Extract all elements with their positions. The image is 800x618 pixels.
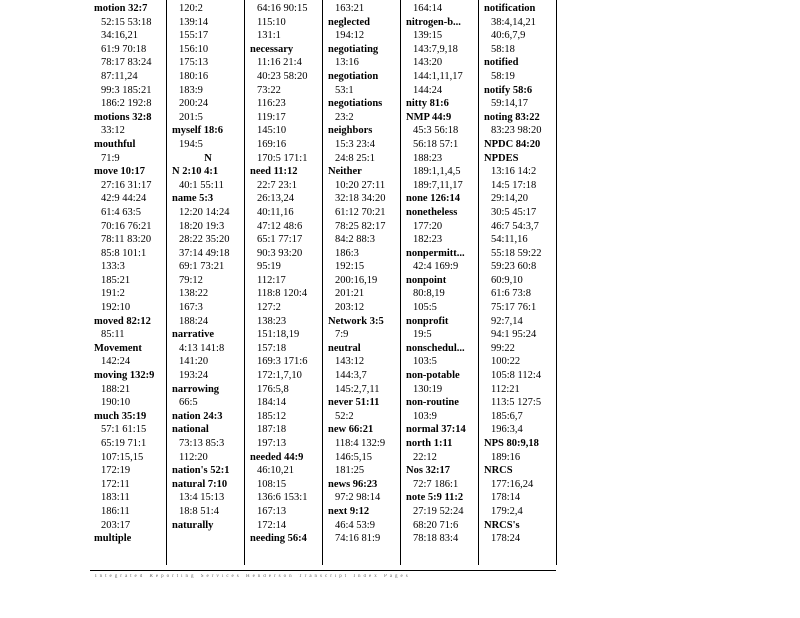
- index-term: negotiating: [328, 43, 379, 55]
- page-reference: 189:7,11,17: [413, 179, 463, 191]
- page-reference: 42:9 44:24: [101, 193, 147, 205]
- page-reference: 187:18: [257, 424, 287, 436]
- page-reference: 4:13 141:8: [179, 342, 225, 354]
- page-reference: 130:19: [413, 383, 443, 395]
- page-reference: 178:14: [491, 492, 521, 504]
- page-reference: 144:1,11,17: [413, 70, 463, 82]
- page-reference: 155:17: [179, 30, 209, 42]
- page-reference: 177:20: [413, 220, 443, 232]
- page-reference: 189:1,1,4,5: [413, 166, 461, 178]
- page-reference: 78:18 83:4: [413, 533, 459, 545]
- page-reference: 191:2: [101, 288, 125, 300]
- index-term: NPDC 84:20: [484, 138, 541, 150]
- page-reference: 33:12: [101, 125, 125, 137]
- page-reference: 183:11: [101, 492, 130, 504]
- index-term: narrowing: [172, 383, 220, 395]
- page-reference: 203:12: [335, 302, 365, 314]
- page-reference: 92:7,14: [491, 315, 523, 327]
- page-reference: 11:16 21:4: [257, 57, 302, 69]
- index-term: normal 37:14: [406, 424, 466, 436]
- index-term: national: [172, 424, 209, 436]
- page-reference: 45:3 56:18: [413, 125, 459, 137]
- page-reference: 53:1: [335, 84, 354, 96]
- index-term: Network 3:5: [328, 315, 384, 327]
- index-term: nonprofit: [406, 315, 449, 327]
- page-reference: 78:11 83:20: [101, 234, 152, 246]
- page-reference: 72:7 186:1: [413, 478, 459, 490]
- index-term: Neither: [328, 166, 362, 178]
- page-reference: 151:18,19: [257, 329, 300, 341]
- page-reference: 40:6,7,9: [491, 30, 526, 42]
- index-term: move 10:17: [94, 166, 146, 178]
- column-divider: [244, 0, 245, 565]
- page-reference: 103:5: [413, 356, 437, 368]
- page-reference: 192:10: [101, 302, 131, 314]
- page-reference: 29:14,20: [491, 193, 529, 205]
- page-reference: 40:23 58:20: [257, 70, 308, 82]
- page-reference: 55:18 59:22: [491, 247, 542, 259]
- index-term: notification: [484, 3, 536, 14]
- page-reference: 145:10: [257, 125, 287, 137]
- page-reference: 188:21: [101, 383, 131, 395]
- page-reference: 143:12: [335, 356, 365, 368]
- column-divider: [322, 0, 323, 565]
- page-reference: 190:10: [101, 397, 131, 409]
- page-reference: 139:14: [179, 16, 209, 28]
- page-reference: 24:8 25:1: [335, 152, 375, 164]
- page-bottom-rule: [90, 570, 556, 571]
- index-term: note 5:9 11:2: [406, 492, 464, 504]
- page-footer: Integrated Reporting Services Henderson Transcript Index Pages: [95, 574, 411, 579]
- page-reference: 127:2: [257, 302, 281, 314]
- page-reference: 172:14: [257, 519, 287, 531]
- column-divider: [478, 0, 479, 565]
- index-term: nitty 81:6: [406, 98, 449, 110]
- page-reference: 95:19: [257, 261, 281, 273]
- section-letter: N: [204, 152, 212, 164]
- page-reference: 177:16,24: [491, 478, 534, 490]
- index-term: nonetheless: [406, 206, 458, 218]
- index-column-1: [94, 2, 166, 546]
- page-reference: 193:24: [179, 370, 209, 382]
- index-term: news 96:23: [328, 478, 378, 490]
- page-reference: 194:12: [335, 30, 365, 42]
- page-reference: 52:2: [335, 410, 354, 422]
- page-reference: 10:20 27:11: [335, 179, 386, 191]
- page-reference: 181:25: [335, 465, 365, 477]
- page-reference: 107:15,15: [101, 451, 144, 463]
- index-term: needed 44:9: [250, 451, 304, 463]
- page-reference: 184:14: [257, 397, 287, 409]
- page-reference: 66:5: [179, 397, 198, 409]
- page-reference: 47:12 48:6: [257, 220, 303, 232]
- index-term: narrative: [172, 329, 214, 341]
- page-reference: 203:17: [101, 519, 131, 531]
- page-reference: 71:9: [101, 152, 120, 164]
- page-reference: 105:8 112:4: [491, 370, 542, 382]
- page-reference: 22:7 23:1: [257, 179, 297, 191]
- page-reference: 99:3 185:21: [101, 84, 152, 96]
- page-right-edge: [556, 0, 557, 565]
- page-reference: 84:2 88:3: [335, 234, 375, 246]
- page-reference: 99:22: [491, 342, 515, 354]
- page-reference: 113:5 127:5: [491, 397, 542, 409]
- page-reference: 172:19: [101, 465, 131, 477]
- page-reference: 180:16: [179, 70, 209, 82]
- page-reference: 185:6,7: [491, 410, 523, 422]
- index-column-6: [484, 2, 556, 546]
- page-reference: 73:22: [257, 84, 281, 96]
- page-reference: 178:24: [491, 533, 521, 545]
- page-reference: 170:5 171:1: [257, 152, 308, 164]
- page-reference: 54:11,16: [491, 234, 528, 246]
- page-reference: 60:9,10: [491, 274, 523, 286]
- page-reference: 156:10: [179, 43, 209, 55]
- index-term: nonpoint: [406, 274, 447, 286]
- index-term: non-routine: [406, 397, 459, 409]
- index-column-2: [172, 2, 244, 532]
- page-reference: 167:3: [179, 302, 203, 314]
- page-reference: 146:5,15: [335, 451, 373, 463]
- index-term: never 51:11: [328, 397, 380, 409]
- index-term: NPS 80:9,18: [484, 438, 539, 449]
- page-reference: 30:5 45:17: [491, 206, 537, 218]
- page-reference: 61:9 70:18: [101, 43, 147, 55]
- page-reference: 15:3 23:4: [335, 138, 375, 150]
- page-reference: 145:2,7,11: [335, 383, 380, 395]
- index-term: much 35:19: [94, 410, 147, 422]
- page-reference: 112:20: [179, 451, 208, 463]
- index-term: Nos 32:17: [406, 465, 451, 477]
- index-term: naturally: [172, 519, 214, 531]
- page-reference: 18:20 19:3: [179, 220, 225, 232]
- page-reference: 52:15 53:18: [101, 16, 152, 28]
- page-reference: 87:11,24: [101, 70, 138, 82]
- index-term: NRCS: [484, 465, 513, 477]
- page-reference: 186:2 192:8: [101, 98, 152, 110]
- page-reference: 100:22: [491, 356, 521, 368]
- index-term: NRCS's: [484, 519, 520, 531]
- page-reference: 94:1 95:24: [491, 329, 537, 341]
- page-reference: 186:3: [335, 247, 359, 259]
- page-reference: 40:11,16: [257, 206, 294, 218]
- page-reference: 119:17: [257, 111, 286, 123]
- page-reference: 131:1: [257, 30, 281, 42]
- page-reference: 59:14,17: [491, 98, 529, 110]
- index-column-5: [406, 2, 478, 546]
- page-reference: 176:5,8: [257, 383, 289, 395]
- index-term: necessary: [250, 43, 294, 55]
- page-reference: 28:22 35:20: [179, 234, 230, 246]
- index-term: new 66:21: [328, 424, 374, 436]
- index-term: myself 18:6: [172, 125, 224, 137]
- column-divider: [400, 0, 401, 565]
- page-reference: 185:21: [101, 274, 131, 286]
- index-column-3: [250, 2, 322, 546]
- page-reference: 42:4 169:9: [413, 261, 459, 273]
- page-reference: 164:14: [413, 3, 443, 14]
- index-term: need 11:12: [250, 166, 298, 178]
- page-reference: 61:12 70:21: [335, 206, 386, 218]
- index-term: none 126:14: [406, 193, 460, 205]
- page-reference: 116:23: [257, 98, 286, 110]
- page-reference: 78:17 83:24: [101, 57, 152, 69]
- index-term: natural 7:10: [172, 478, 228, 490]
- page-reference: 188:24: [179, 315, 209, 327]
- index-term: NMP 44:9: [406, 111, 452, 123]
- index-term: moving 132:9: [94, 370, 155, 382]
- page-reference: 70:16 76:21: [101, 220, 152, 232]
- index-term: neighbors: [328, 125, 373, 137]
- page-reference: 179:2,4: [491, 505, 523, 517]
- page-reference: 59:23 60:8: [491, 261, 537, 273]
- index-term: next 9:12: [328, 505, 370, 517]
- page-reference: 23:2: [335, 111, 354, 123]
- page-reference: 169:16: [257, 138, 287, 150]
- page-reference: 56:18 57:1: [413, 138, 459, 150]
- page-reference: 74:16 81:9: [335, 533, 381, 545]
- page-reference: 85:8 101:1: [101, 247, 147, 259]
- page-reference: 192:15: [335, 261, 365, 273]
- page-reference: 194:5: [179, 138, 203, 150]
- page-reference: 58:18: [491, 43, 515, 55]
- page-reference: 61:6 73:8: [491, 288, 531, 300]
- page-reference: 13:16 14:2: [491, 166, 537, 178]
- page-reference: 13:16: [335, 57, 359, 69]
- page-reference: 46:7 54:3,7: [491, 220, 539, 232]
- page-reference: 201:21: [335, 288, 365, 300]
- index-term: needing 56:4: [250, 533, 307, 545]
- page-reference: 46:4 53:9: [335, 519, 375, 531]
- page-reference: 189:16: [491, 451, 521, 463]
- index-term: N 2:10 4:1: [172, 166, 219, 178]
- page-reference: 138:22: [179, 288, 209, 300]
- page-reference: 58:19: [491, 70, 515, 82]
- index-term: notify 58:6: [484, 84, 533, 96]
- page-reference: 75:17 76:1: [491, 302, 537, 314]
- index-term: motions 32:8: [94, 111, 152, 123]
- index-term: north 1:11: [406, 438, 453, 449]
- page-reference: 120:2: [179, 3, 203, 14]
- page-reference: 142:24: [101, 356, 131, 368]
- page-reference: 90:3 93:20: [257, 247, 303, 259]
- page-reference: 196:3,4: [491, 424, 523, 436]
- page-reference: 118:8 120:4: [257, 288, 308, 300]
- page-reference: 38:4,14,21: [491, 16, 536, 28]
- column-divider: [166, 0, 167, 565]
- index-term: non-potable: [406, 370, 460, 382]
- page-reference: 105:5: [413, 302, 437, 314]
- index-term: negotiations: [328, 98, 383, 110]
- page-reference: 97:2 98:14: [335, 492, 381, 504]
- page-reference: 112:21: [491, 383, 520, 395]
- index-term: name 5:3: [172, 193, 214, 205]
- page-reference: 103:9: [413, 410, 437, 422]
- index-term: NPDES: [484, 152, 519, 164]
- page-reference: 138:23: [257, 315, 287, 327]
- index-term: nitrogen-b...: [406, 16, 461, 28]
- page-reference: 14:5 17:18: [491, 179, 537, 191]
- index-term: notified: [484, 57, 519, 69]
- page-reference: 185:12: [257, 410, 287, 422]
- page-reference: 200:16,19: [335, 274, 378, 286]
- page-reference: 139:15: [413, 30, 443, 42]
- page-reference: 143:20: [413, 57, 443, 69]
- index-term: nonpermitt...: [406, 247, 465, 259]
- index-term: Movement: [94, 342, 142, 354]
- page-reference: 40:1 55:11: [179, 179, 224, 191]
- page-reference: 83:23 98:20: [491, 125, 542, 137]
- page-reference: 112:17: [257, 274, 286, 286]
- page-reference: 186:11: [101, 505, 130, 517]
- page-reference: 37:14 49:18: [179, 247, 230, 259]
- page-reference: 183:9: [179, 84, 203, 96]
- page-reference: 136:6 153:1: [257, 492, 308, 504]
- page-reference: 157:18: [257, 342, 287, 354]
- page-reference: 169:3 171:6: [257, 356, 308, 368]
- index-column-4: [328, 2, 400, 546]
- index-term: nation's 52:1: [172, 465, 230, 477]
- page-reference: 188:23: [413, 152, 443, 164]
- page-reference: 27:19 52:24: [413, 505, 464, 517]
- page-reference: 182:23: [413, 234, 443, 246]
- page-reference: 46:10,21: [257, 465, 295, 477]
- page-reference: 65:19 71:1: [101, 438, 147, 449]
- index-term: multiple: [94, 533, 132, 545]
- index-term: moved 82:12: [94, 315, 151, 327]
- page-reference: 78:25 82:17: [335, 220, 386, 232]
- page-reference: 167:13: [257, 505, 287, 517]
- page-reference: 32:18 34:20: [335, 193, 386, 205]
- page-reference: 118:4 132:9: [335, 438, 386, 449]
- page-reference: 143:7,9,18: [413, 43, 458, 55]
- page-reference: 108:15: [257, 478, 287, 490]
- page-reference: 69:1 73:21: [179, 261, 225, 273]
- page-reference: 133:3: [101, 261, 125, 273]
- page-reference: 175:13: [179, 57, 209, 69]
- index-term: nation 24:3: [172, 410, 223, 422]
- page-reference: 26:13,24: [257, 193, 295, 205]
- page-reference: 201:5: [179, 111, 203, 123]
- page-reference: 141:20: [179, 356, 209, 368]
- page-reference: 172:1,7,10: [257, 370, 302, 382]
- index-term: negotiation: [328, 70, 379, 82]
- page-reference: 200:24: [179, 98, 209, 110]
- page-reference: 27:16 31:17: [101, 179, 152, 191]
- index-term: neglected: [328, 16, 370, 28]
- page-reference: 12:20 14:24: [179, 206, 230, 218]
- page-reference: 18:8 51:4: [179, 505, 219, 517]
- index-term: noting 83:22: [484, 111, 540, 123]
- page-reference: 65:1 77:17: [257, 234, 303, 246]
- page-reference: 22:12: [413, 451, 437, 463]
- page-reference: 13:4 15:13: [179, 492, 225, 504]
- page-reference: 197:13: [257, 438, 287, 449]
- index-term: motion 32:7: [94, 3, 148, 14]
- page-reference: 57:1 61:15: [101, 424, 147, 436]
- page-reference: 144:3,7: [335, 370, 367, 382]
- index-term: nonschedul...: [406, 342, 465, 354]
- page-reference: 172:11: [101, 478, 130, 490]
- page-reference: 61:4 63:5: [101, 206, 141, 218]
- page-reference: 79:12: [179, 274, 203, 286]
- page-reference: 80:8,19: [413, 288, 445, 300]
- page-reference: 19:5: [413, 329, 432, 341]
- page-reference: 144:24: [413, 84, 443, 96]
- page-reference: 85:11: [101, 329, 125, 341]
- page-reference: 34:16,21: [101, 30, 139, 42]
- index-term: mouthful: [94, 138, 136, 150]
- page-reference: 163:21: [335, 3, 365, 14]
- page-reference: 73:13 85:3: [179, 438, 225, 449]
- index-term: neutral: [328, 342, 361, 354]
- page-reference: 7:9: [335, 329, 349, 341]
- page-reference: 68:20 71:6: [413, 519, 459, 531]
- page-reference: 64:16 90:15: [257, 3, 308, 14]
- page-reference: 115:10: [257, 16, 286, 28]
